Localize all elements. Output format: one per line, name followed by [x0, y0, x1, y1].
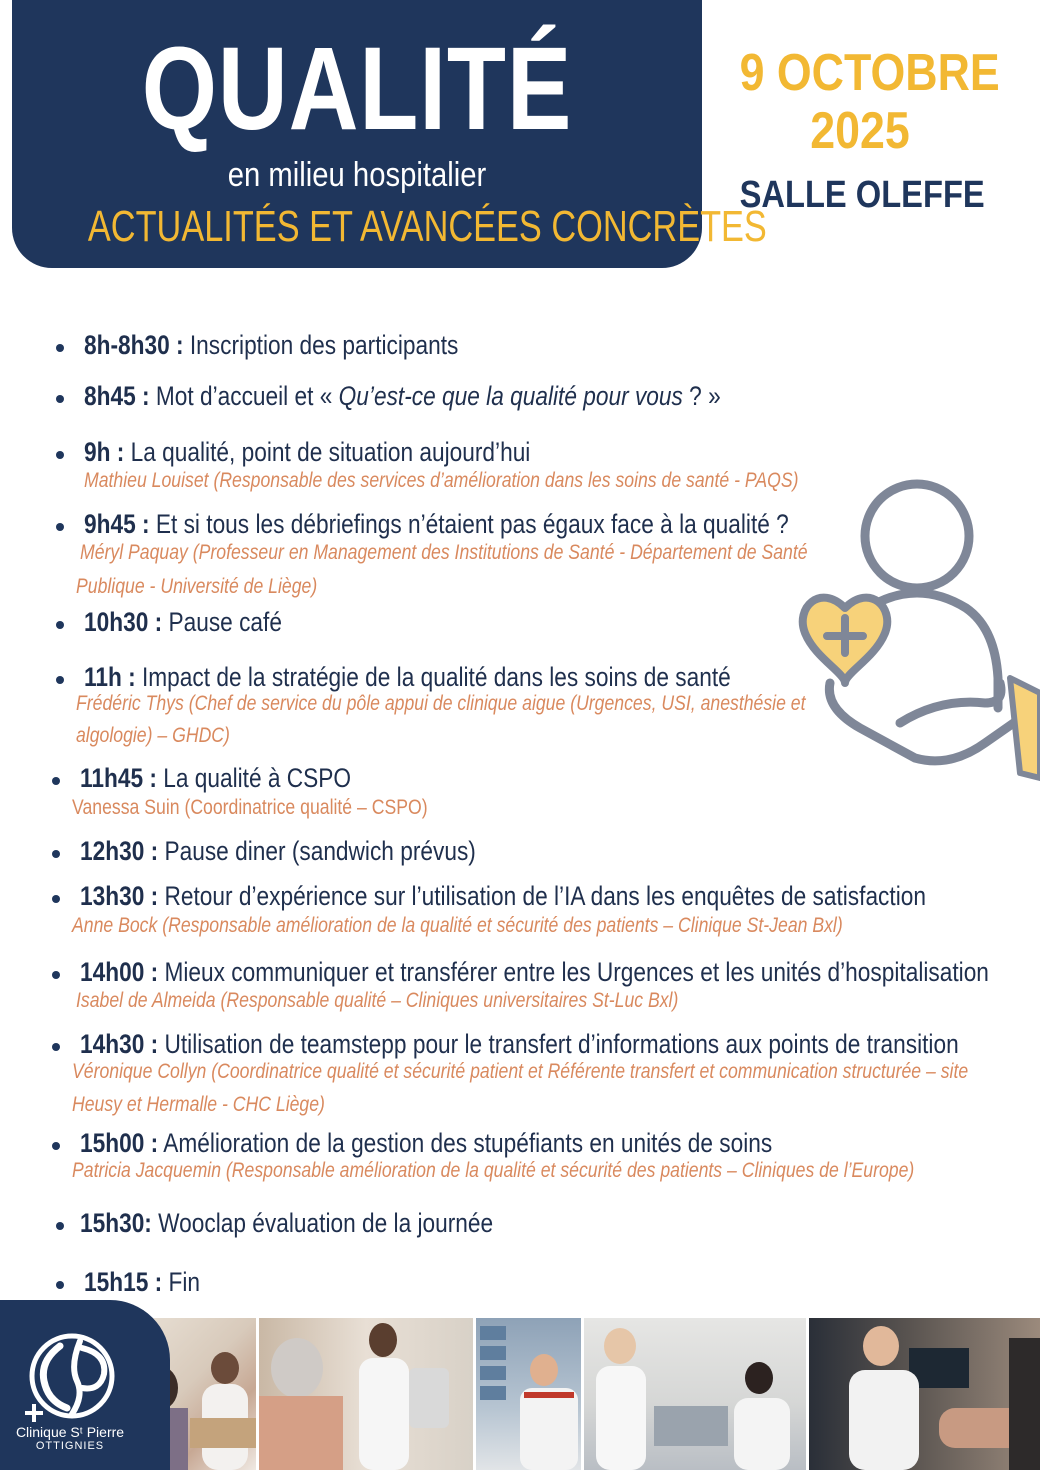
bullet-icon	[52, 895, 60, 903]
agenda-title: La qualité à CSPO	[156, 763, 352, 793]
agenda-item	[80, 1208, 572, 1239]
agenda-speaker: Anne Bock (Responsable amélioration de la qualité et sécurité des patients – Clinique St-Jean Bxl)	[72, 914, 843, 937]
photo-doctor-exam	[809, 1318, 1040, 1470]
agenda-time: 9h45 :	[84, 509, 150, 539]
agenda-speaker: Méryl Paquay (Professeur en Management des Institutions de Santé - Département de Santé	[80, 541, 808, 564]
agenda-title: Pause diner (sandwich prévus)	[158, 836, 476, 866]
agenda-title: Utilisation de teamstepp pour le transfert d’informations aux points de transition	[158, 1029, 959, 1059]
agenda-time: 15h00 :	[80, 1128, 159, 1158]
agenda-title: Mieux communiquer et transférer entre les Urgences et les unités d’hospitalisation	[158, 957, 989, 987]
agenda-speaker: Vanessa Suin (Coordinatrice qualité – CSPO)	[72, 796, 428, 819]
clinic-logo-icon	[22, 1326, 122, 1426]
bullet-icon	[56, 344, 64, 352]
agenda-time: 11h :	[84, 662, 136, 692]
photo-nurse-elderly	[259, 1318, 473, 1470]
agenda-speaker: Mathieu Louiset (Responsable des services d’amélioration dans les soins de santé - PAQS)	[84, 469, 799, 492]
header-panel	[12, 0, 767, 268]
bullet-icon	[52, 971, 60, 979]
bullet-icon	[56, 621, 64, 629]
agenda-time: 9h :	[84, 437, 125, 467]
agenda-title: Fin	[162, 1267, 200, 1297]
agenda-time: 14h00 :	[80, 957, 159, 987]
agenda-item	[84, 607, 320, 638]
agenda-time: 12h30 :	[80, 836, 159, 866]
agenda-speaker: Véronique Collyn (Coordinatrice qualité et sécurité patient et Référente transfert et communication structurée – site	[72, 1060, 969, 1083]
agenda-item	[84, 662, 854, 693]
event-venue: SALLE OLEFFE	[739, 174, 985, 216]
event-date-year: 2025	[810, 102, 910, 160]
agenda-title: Inscription des participants	[183, 330, 459, 360]
agenda-time: 10h30 :	[84, 607, 163, 637]
bullet-icon	[52, 1043, 60, 1051]
agenda-item	[80, 836, 551, 867]
agenda-item	[80, 763, 403, 794]
agenda-title-italic: Qu’est-ce que la qualité pour vous	[338, 381, 683, 411]
agenda-item	[80, 1128, 904, 1159]
agenda-title: Amélioration de la gestion des stupéfiants en unités de soins	[158, 1128, 773, 1158]
bullet-icon	[52, 777, 60, 785]
bullet-icon	[56, 451, 64, 459]
agenda-title: Wooclap évaluation de la journée	[151, 1208, 494, 1238]
clinic-name: Clinique Sᵗ Pierre	[15, 1424, 125, 1440]
agenda-speaker: Heusy et Hermalle - CHC Liège)	[72, 1093, 325, 1116]
agenda-title: Mot d’accueil et «	[149, 381, 339, 411]
agenda-speaker: algologie) – GHDC)	[76, 724, 230, 747]
agenda-title: La qualité, point de situation aujourd’hui	[124, 437, 531, 467]
bullet-icon	[52, 1142, 60, 1150]
bullet-icon	[56, 1281, 64, 1289]
agenda-time: 8h45 :	[84, 381, 150, 411]
agenda-speaker: Patricia Jacquemin (Responsable amélioration de la qualité et sécurité des patients – Cliniques de l’Europe)	[72, 1159, 915, 1182]
agenda-title: Retour d’expérience sur l’utilisation de l’IA dans les enquêtes de satisfaction	[158, 881, 926, 911]
agenda-time: 15h30:	[80, 1208, 152, 1238]
agenda-title: Pause café	[162, 607, 282, 637]
photo-nurses-office	[584, 1318, 806, 1470]
event-tagline: ACTUALITÉS ET AVANCÉES CONCRÈTES	[87, 202, 767, 251]
agenda-item	[84, 1267, 222, 1298]
clinic-city: OTTIGNIES	[35, 1440, 105, 1452]
agenda-speaker: Isabel de Almeida (Responsable qualité – Cliniques universitaires St-Luc Bxl)	[76, 989, 679, 1012]
agenda-time: 8h-8h30 :	[84, 330, 184, 360]
agenda-item	[80, 881, 1040, 912]
agenda-title-end: ? »	[682, 381, 721, 411]
agenda-item	[84, 330, 530, 361]
bullet-icon	[56, 676, 64, 684]
agenda-time: 14h30 :	[80, 1029, 159, 1059]
agenda-speaker: Frédéric Thys (Chef de service du pôle appui de clinique aigue (Urgences, USI, anesthésie et	[76, 692, 806, 715]
event-date-day: 9 OCTOBRE	[739, 44, 1000, 102]
agenda-item	[84, 437, 615, 468]
agenda-speaker: Publique - Université de Liège)	[76, 575, 318, 598]
bullet-icon	[52, 850, 60, 858]
heart-hand-icon	[790, 478, 1040, 788]
agenda-title: Et si tous les débriefings n’étaient pas égaux face à la qualité ?	[149, 509, 789, 539]
agenda-item	[80, 1029, 1040, 1060]
agenda-time: 13h30 :	[80, 881, 159, 911]
agenda-item	[84, 381, 842, 412]
photo-pharmacy	[476, 1318, 581, 1470]
bullet-icon	[56, 1222, 64, 1230]
agenda-title: Impact de la stratégie de la qualité dans les soins de santé	[135, 662, 731, 692]
agenda-time: 11h45 :	[80, 763, 157, 793]
agenda-time: 15h15 :	[84, 1267, 163, 1297]
bullet-icon	[56, 523, 64, 531]
event-subtitle: en milieu hospitalier	[227, 156, 487, 194]
bullet-icon	[56, 395, 64, 403]
date-block	[720, 44, 1000, 217]
event-title: QUALITÉ	[141, 23, 573, 155]
agenda-item	[80, 957, 1040, 988]
